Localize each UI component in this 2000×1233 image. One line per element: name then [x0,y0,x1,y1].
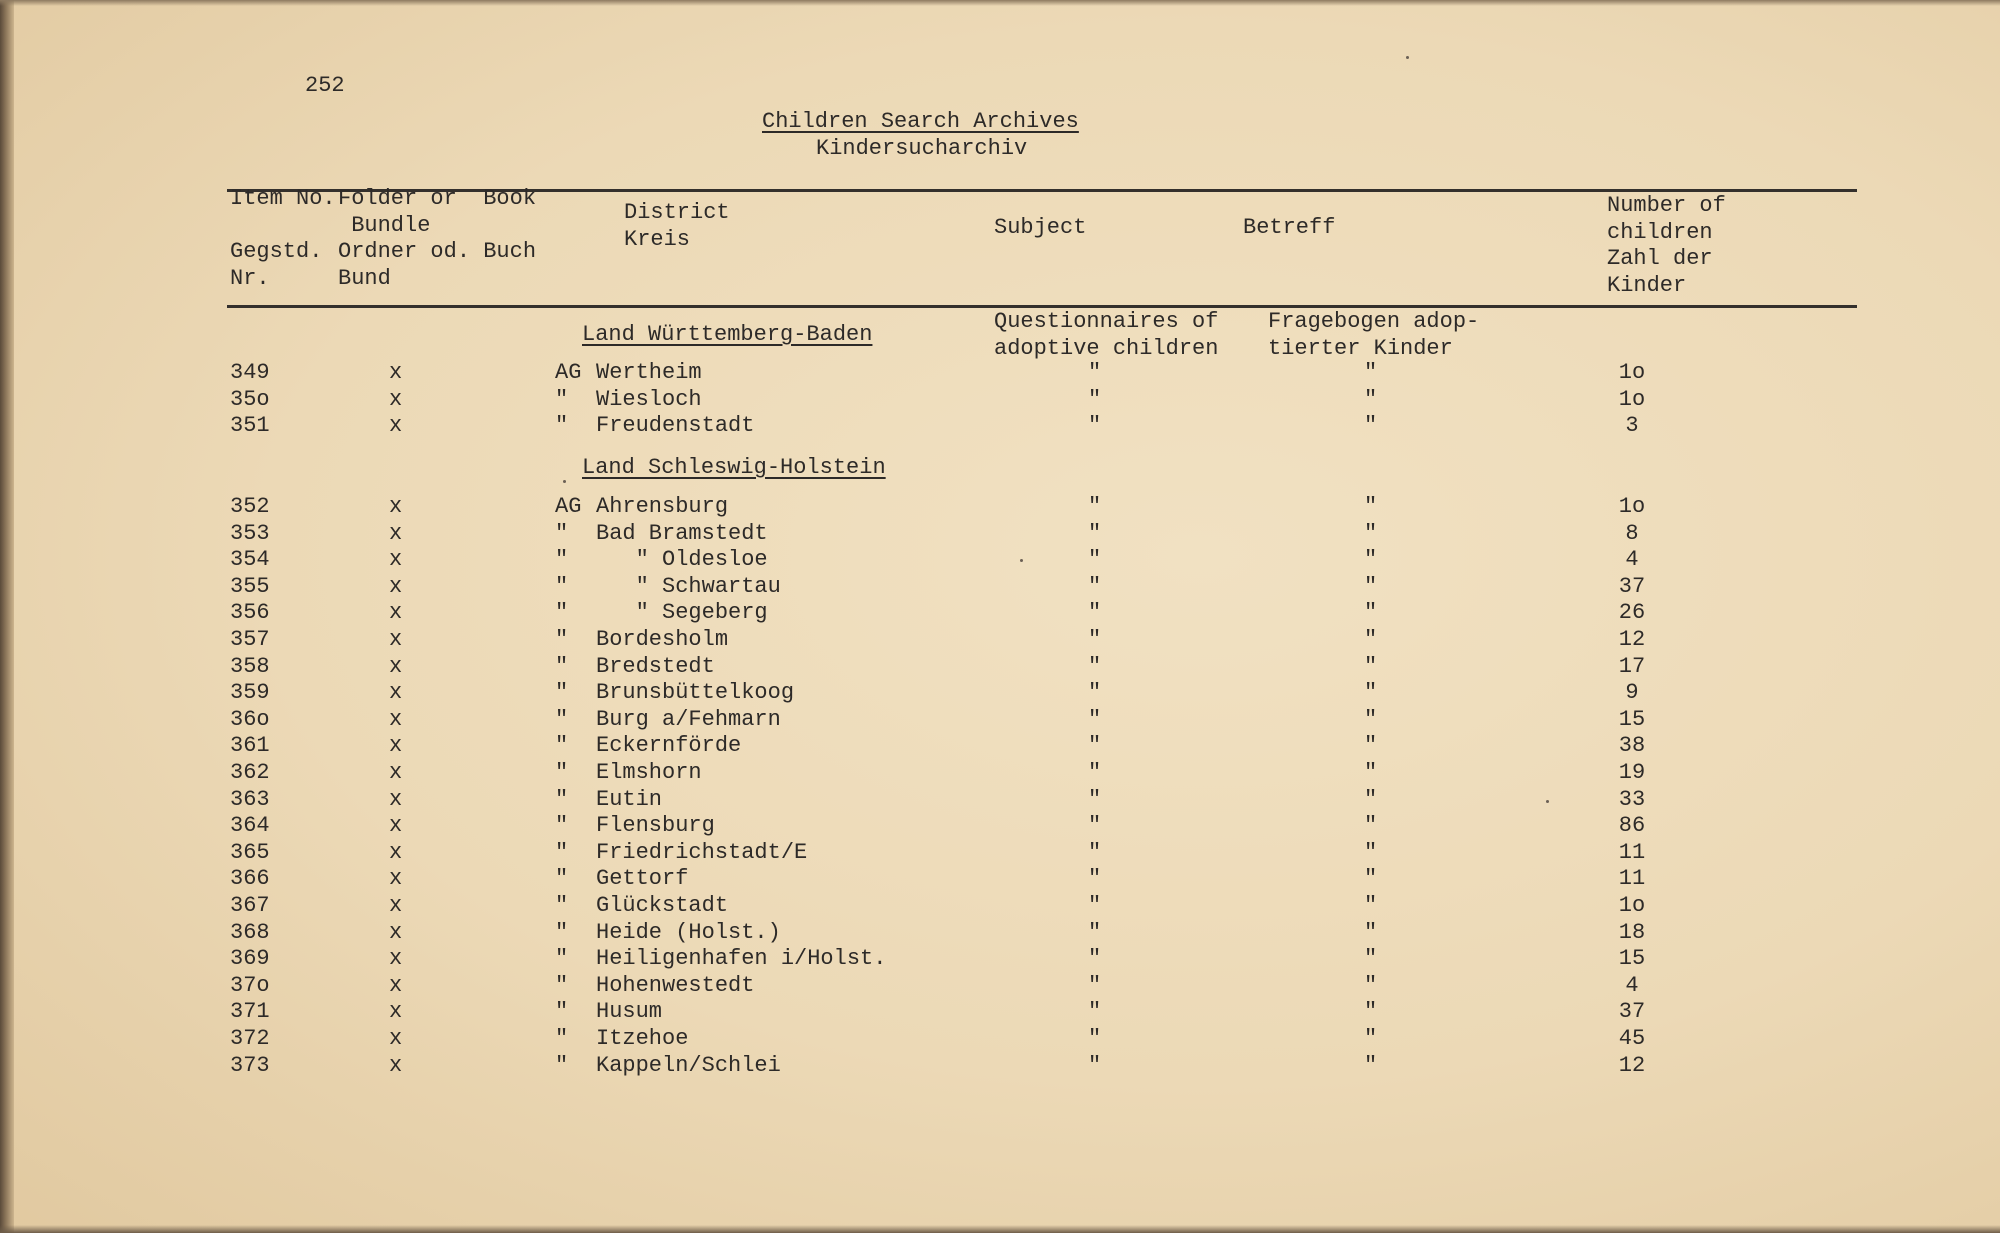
page-edge-bottom [0,1225,2000,1233]
betreff-ditto: " [1364,999,1378,1025]
header-subject: Subject [994,215,1087,240]
children-count: 15 [1618,706,1646,732]
district-prefix: " [555,919,569,945]
children-count: 1o [1618,360,1646,385]
folder-mark: x [389,360,403,385]
speck-mark [1546,800,1549,803]
item-number: 364 [230,813,270,839]
folder-mark: x [389,627,403,652]
children-count: 38 [1618,733,1646,759]
table-row [0,600,2000,627]
district-name: Flensburg [596,813,715,839]
children-count: 17 [1618,653,1646,679]
betreff-ditto: " [1364,547,1378,573]
district-name: Burg a/Fehmarn [596,706,781,732]
district-prefix: " [555,413,569,439]
item-number: 372 [230,1026,270,1051]
folder-mark: x [389,839,403,865]
folder-mark: x [389,786,403,812]
folder-mark: x [389,600,403,626]
district-name: Elmshorn [596,760,702,785]
folder-mark: x [389,680,403,706]
subject-ditto: " [1088,1052,1102,1078]
children-count: 1o [1618,386,1646,412]
district-name: " Schwartau [596,573,781,599]
header-item-no: Item No. Gegstd. Nr. [230,186,336,291]
district-name: " Segeberg [596,600,768,626]
table-row [0,547,2000,574]
subject-ditto: " [1088,733,1102,759]
district-name: " Oldesloe [596,547,768,573]
betreff-ditto: " [1364,972,1378,998]
item-number: 362 [230,760,270,785]
district-prefix: AG [555,360,582,385]
item-number: 37o [230,972,270,998]
item-number: 352 [230,494,270,519]
page-title: Children Search Archives [762,109,1079,134]
district-name: Heide (Holst.) [596,919,781,945]
children-count: 33 [1618,786,1646,812]
subject-ditto: " [1088,1026,1102,1051]
district-prefix: " [555,627,569,652]
district-prefix: " [555,839,569,865]
item-number: 354 [230,547,270,573]
page-number: 252 [305,73,345,98]
children-count: 1o [1618,893,1646,918]
folder-mark: x [389,413,403,439]
table-row [0,413,2000,440]
district-name: Glückstadt [596,893,729,918]
district-prefix: " [555,573,569,599]
folder-mark: x [389,919,403,945]
folder-mark: x [389,653,403,679]
folder-mark: x [389,386,403,412]
item-number: 363 [230,786,270,812]
betreff-ditto: " [1364,413,1378,439]
folder-mark: x [389,866,403,892]
folder-mark: x [389,999,403,1025]
betreff-ditto: " [1364,386,1378,412]
subject-ditto: " [1088,760,1102,785]
children-count: 19 [1618,760,1646,785]
table-row [0,521,2000,548]
item-number: 365 [230,839,270,865]
district-prefix: " [555,547,569,573]
folder-mark: x [389,1026,403,1051]
item-number: 356 [230,600,270,626]
section-betreff-text: Fragebogen adop- tierter Kinder [1268,309,1480,361]
subject-ditto: " [1088,680,1102,706]
subject-ditto: " [1088,893,1102,918]
district-prefix: " [555,760,569,785]
item-number: 369 [230,946,270,972]
children-count: 11 [1618,866,1646,892]
subject-ditto: " [1088,813,1102,839]
subject-ditto: " [1088,946,1102,972]
folder-mark: x [389,972,403,998]
subject-ditto: " [1088,839,1102,865]
district-name: Heiligenhafen i/Holst. [596,946,887,972]
district-name: Freudenstadt [596,413,755,439]
district-name: Eutin [596,786,663,812]
district-name: Bredstedt [596,653,715,679]
betreff-ditto: " [1364,946,1378,972]
folder-mark: x [389,946,403,972]
children-count: 45 [1618,1026,1646,1051]
children-count: 15 [1618,946,1646,972]
header-number-children: Number of children Zahl der Kinder [1607,193,1726,298]
subject-ditto: " [1088,866,1102,892]
table-row [0,866,2000,893]
item-number: 371 [230,999,270,1025]
item-number: 353 [230,520,270,546]
table-row [0,893,2000,920]
folder-mark: x [389,573,403,599]
subject-ditto: " [1088,520,1102,546]
item-number: 35o [230,386,270,412]
table-row [0,627,2000,654]
district-prefix: " [555,893,569,918]
children-count: 8 [1625,520,1639,546]
district-prefix: " [555,786,569,812]
item-number: 36o [230,706,270,732]
district-prefix: " [555,733,569,759]
subject-ditto: " [1088,573,1102,599]
speck-mark [1406,56,1409,59]
table-row [0,360,2000,387]
betreff-ditto: " [1364,839,1378,865]
betreff-ditto: " [1364,1026,1378,1051]
folder-mark: x [389,520,403,546]
district-name: Ahrensburg [596,494,729,519]
folder-mark: x [389,1052,403,1078]
district-name: Bordesholm [596,627,729,652]
betreff-ditto: " [1364,360,1378,385]
table-row [0,760,2000,787]
betreff-ditto: " [1364,919,1378,945]
district-prefix: AG [555,494,582,519]
subject-ditto: " [1088,786,1102,812]
item-number: 349 [230,360,270,385]
item-number: 368 [230,919,270,945]
subject-ditto: " [1088,999,1102,1025]
speck-mark [563,480,566,483]
district-name: Wiesloch [596,386,702,412]
folder-mark: x [389,547,403,573]
subject-ditto: " [1088,972,1102,998]
children-count: 12 [1618,627,1646,652]
district-name: Friedrichstadt/E [596,839,808,865]
folder-mark: x [389,494,403,519]
district-name: Wertheim [596,360,702,385]
children-count: 37 [1618,999,1646,1025]
subject-ditto: " [1088,547,1102,573]
children-count: 12 [1618,1052,1646,1078]
table-row [0,920,2000,947]
district-prefix: " [555,866,569,892]
subject-ditto: " [1088,653,1102,679]
children-count: 4 [1625,547,1639,573]
table-row [0,733,2000,760]
district-name: Bad Bramstedt [596,520,768,546]
item-number: 373 [230,1052,270,1078]
speck-mark [1020,559,1023,562]
table-row [0,813,2000,840]
table-row [0,1053,2000,1080]
header-folder: Folder or Book Bundle Ordner od. Buch Bund [338,186,537,291]
table-row [0,680,2000,707]
children-count: 18 [1618,919,1646,945]
table-row [0,387,2000,414]
betreff-ditto: " [1364,813,1378,839]
district-prefix: " [555,386,569,412]
table-row [0,574,2000,601]
subject-ditto: " [1088,600,1102,626]
betreff-ditto: " [1364,653,1378,679]
children-count: 26 [1618,600,1646,626]
folder-mark: x [389,760,403,785]
table-row [0,787,2000,814]
district-name: Eckernförde [596,733,742,759]
betreff-ditto: " [1364,1052,1378,1078]
section-heading-schleswig-holstein: Land Schleswig-Holstein [582,455,886,480]
betreff-ditto: " [1364,520,1378,546]
betreff-ditto: " [1364,733,1378,759]
subject-ditto: " [1088,919,1102,945]
district-prefix: " [555,972,569,998]
item-number: 355 [230,573,270,599]
subject-ditto: " [1088,627,1102,652]
district-prefix: " [555,520,569,546]
betreff-ditto: " [1364,706,1378,732]
folder-mark: x [389,893,403,918]
district-prefix: " [555,680,569,706]
district-prefix: " [555,706,569,732]
district-name: Itzehoe [596,1026,689,1051]
item-number: 366 [230,866,270,892]
table-row [0,840,2000,867]
table-row [0,707,2000,734]
district-name: Hohenwestedt [596,972,755,998]
children-count: 4 [1625,972,1639,998]
item-number: 359 [230,680,270,706]
subject-ditto: " [1088,360,1102,385]
district-prefix: " [555,1026,569,1051]
children-count: 1o [1618,494,1646,519]
item-number: 357 [230,627,270,652]
item-number: 367 [230,893,270,918]
table-row [0,654,2000,681]
children-count: 9 [1625,680,1639,706]
district-prefix: " [555,999,569,1025]
children-count: 37 [1618,573,1646,599]
district-prefix: " [555,600,569,626]
betreff-ditto: " [1364,760,1378,785]
betreff-ditto: " [1364,786,1378,812]
district-name: Husum [596,999,663,1025]
header-betreff: Betreff [1243,215,1336,240]
subject-ditto: " [1088,706,1102,732]
district-name: Gettorf [596,866,689,892]
subject-ditto: " [1088,413,1102,439]
betreff-ditto: " [1364,573,1378,599]
table-row [0,1026,2000,1053]
folder-mark: x [389,813,403,839]
table-row [0,999,2000,1026]
district-name: Brunsbüttelkoog [596,680,795,706]
district-prefix: " [555,1052,569,1078]
page-edge-top [0,0,2000,6]
header-bottom-rule [227,305,1857,308]
table-row [0,494,2000,521]
children-count: 11 [1618,839,1646,865]
children-count: 3 [1625,413,1639,439]
children-count: 86 [1618,813,1646,839]
folder-mark: x [389,706,403,732]
subject-ditto: " [1088,494,1102,519]
betreff-ditto: " [1364,680,1378,706]
betreff-ditto: " [1364,866,1378,892]
subject-ditto: " [1088,386,1102,412]
page-subtitle: Kindersucharchiv [816,136,1028,161]
table-row [0,973,2000,1000]
betreff-ditto: " [1364,494,1378,519]
section-subject-text: Questionnaires of adoptive children [994,309,1219,361]
section-heading-wuerttemberg-baden: Land Württemberg-Baden [582,322,873,347]
district-prefix: " [555,946,569,972]
betreff-ditto: " [1364,893,1378,918]
item-number: 361 [230,733,270,759]
district-name: Kappeln/Schlei [596,1052,781,1078]
table-row [0,946,2000,973]
folder-mark: x [389,733,403,759]
district-prefix: " [555,653,569,679]
item-number: 351 [230,413,270,439]
district-prefix: " [555,813,569,839]
betreff-ditto: " [1364,600,1378,626]
betreff-ditto: " [1364,627,1378,652]
item-number: 358 [230,653,270,679]
header-district: District Kreis [624,200,730,252]
